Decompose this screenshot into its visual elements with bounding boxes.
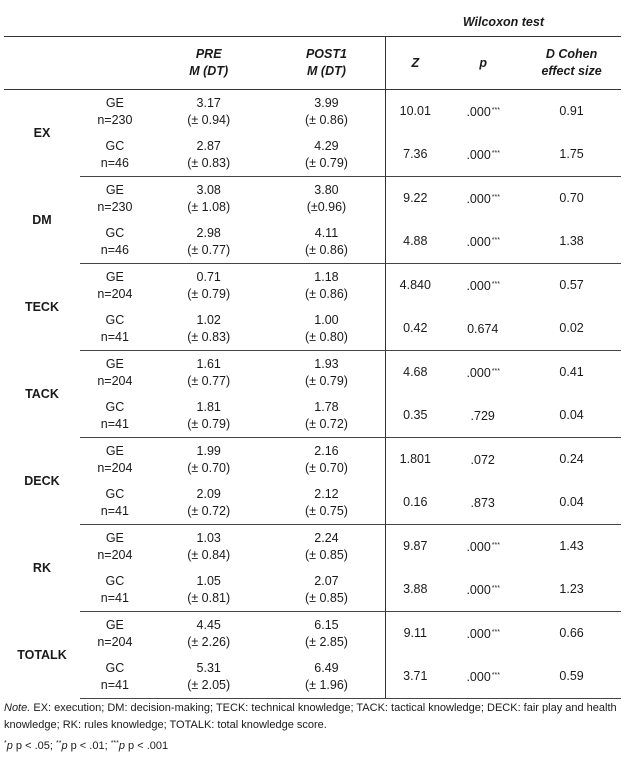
variable-label: TOTALK (17, 647, 67, 662)
p-cell: .000*** (466, 627, 500, 641)
group-cell: GC n=41 (80, 307, 150, 351)
z-cell: 9.22 (386, 177, 444, 221)
post-cell: 4.11 (± 0.86) (268, 220, 386, 264)
p-cell: .000*** (444, 655, 522, 699)
group-cell: GE n=204 (97, 356, 133, 388)
p-cell: .000*** (466, 279, 500, 293)
table-row (4, 394, 621, 438)
p-cell: 0.674 (444, 307, 522, 351)
pre-cell: 1.05 (± 0.81) (150, 568, 268, 612)
group-cell: GE n=230 (97, 182, 133, 214)
variable-label: TACK (25, 386, 59, 401)
d-cohen-cell: 0.24 (559, 452, 584, 466)
d-cohen-cell: 1.43 (559, 539, 584, 553)
z-cell: 9.11 (386, 612, 444, 656)
group-cell: GC n=41 (80, 394, 150, 438)
group-cell: GE n=204 (97, 443, 133, 475)
post-cell: 3.99 (± 0.86) (304, 95, 348, 127)
table-row (4, 612, 621, 656)
post-cell: 2.24 (± 0.85) (304, 530, 348, 562)
post-cell: 1.00 (± 0.80) (268, 307, 386, 351)
post-cell: 1.78 (± 0.72) (268, 394, 386, 438)
table-row (4, 525, 621, 569)
z-cell: 0.42 (386, 307, 444, 351)
z-cell: 1.801 (386, 438, 444, 482)
group-cell: GE n=204 (97, 617, 133, 649)
d-cohen-cell: 0.91 (559, 104, 584, 118)
wilcoxon-header-row (4, 8, 621, 37)
z-cell: 4.68 (386, 351, 444, 395)
z-cell: 4.88 (386, 220, 444, 264)
group-cell: GE n=204 (97, 530, 133, 562)
z-cell: 0.16 (386, 481, 444, 525)
pre-cell: 4.45 (± 2.26) (187, 617, 231, 649)
sig-text-1: p < .05; (12, 740, 56, 752)
group-cell: GC n=46 (80, 133, 150, 177)
variable-label: DECK (24, 473, 60, 488)
post-cell: 1.18 (± 0.86) (304, 269, 348, 301)
p-cell: .000*** (444, 133, 522, 177)
post-cell: 4.29 (± 0.79) (268, 133, 386, 177)
table-row (4, 438, 621, 482)
table-row (4, 90, 621, 134)
table-note: Note. EX: execution; DM: decision-making; TECK: technical knowledge; TACK: tactical knowledge; DECK: fair play and health knowledge; RK: rules knowledge; TOTALK: total knowledge score. (4, 702, 617, 731)
z-cell: 3.71 (386, 655, 444, 699)
p-cell: .873 (444, 481, 522, 525)
post-cell: 2.16 (± 0.70) (304, 443, 348, 475)
group-cell: GC n=46 (80, 220, 150, 264)
d-cohen-cell: 0.41 (559, 365, 584, 379)
table-row (4, 177, 621, 221)
p-cell: .729 (444, 394, 522, 438)
post-cell: 6.49 (± 1.96) (268, 655, 386, 699)
wilcoxon-test-header: Wilcoxon test (386, 8, 621, 37)
d-cohen-cell: 0.70 (559, 191, 584, 205)
variable-label: DM (32, 212, 52, 227)
group-cell: GC n=41 (80, 655, 150, 699)
pre-cell: 5.31 (± 2.05) (150, 655, 268, 699)
d-cohen-cell: 0.04 (522, 481, 621, 525)
d-cohen-cell: 0.02 (522, 307, 621, 351)
p-header: p (479, 55, 488, 70)
z-header: Z (386, 37, 444, 90)
group-cell: GC n=41 (80, 568, 150, 612)
results-table (4, 8, 621, 699)
table-row (4, 264, 621, 308)
z-cell: 3.88 (386, 568, 444, 612)
p-cell: .000*** (466, 105, 500, 119)
z-cell: 0.35 (386, 394, 444, 438)
p-cell: .000*** (466, 192, 500, 206)
pre-cell: 1.81 (± 0.79) (150, 394, 268, 438)
sig-text-3: p < .001 (125, 740, 169, 752)
z-cell: 7.36 (386, 133, 444, 177)
z-cell: 4.840 (386, 264, 444, 308)
pre-cell: 3.17 (± 0.94) (187, 95, 231, 127)
p-cell: .000*** (466, 366, 500, 380)
column-header-row (4, 37, 621, 90)
p-cell: .072 (470, 453, 495, 467)
group-cell: GE n=230 (97, 95, 133, 127)
group-cell: GE n=204 (97, 269, 133, 301)
pre-cell: 1.61 (± 0.77) (187, 356, 231, 388)
post-cell: 6.15 (± 2.85) (304, 617, 348, 649)
table-row (4, 220, 621, 264)
d-cohen-header: D Cohen effect size (541, 47, 602, 78)
p-cell: .000*** (466, 540, 500, 554)
table-row (4, 351, 621, 395)
table-row (4, 655, 621, 699)
d-cohen-cell: 1.75 (522, 133, 621, 177)
post-cell: 3.80 (±0.96) (306, 182, 347, 214)
d-cohen-cell: 0.04 (522, 394, 621, 438)
table-row (4, 481, 621, 525)
variable-label: EX (33, 125, 51, 140)
p-cell: .000*** (444, 568, 522, 612)
pre-cell: 2.09 (± 0.72) (150, 481, 268, 525)
post-cell: 2.07 (± 0.85) (268, 568, 386, 612)
pre-cell: 3.08 (± 1.08) (187, 182, 231, 214)
post-cell: 2.12 (± 0.75) (268, 481, 386, 525)
table-row (4, 307, 621, 351)
post-cell: 1.93 (± 0.79) (304, 356, 348, 388)
group-cell: GC n=41 (80, 481, 150, 525)
pre-cell: 1.02 (± 0.83) (150, 307, 268, 351)
significance-legend: *p p < .05; **p p < .01; ***p p < .001 (4, 740, 169, 752)
post-header: POST1 M (DT) (305, 47, 347, 78)
d-cohen-cell: 0.59 (522, 655, 621, 699)
d-cohen-cell: 1.23 (522, 568, 621, 612)
d-cohen-cell: 0.66 (559, 626, 584, 640)
table-row (4, 568, 621, 612)
d-cohen-cell: 0.57 (559, 278, 584, 292)
z-cell: 9.87 (386, 525, 444, 569)
pre-cell: 2.98 (± 0.77) (150, 220, 268, 264)
sig-text-2: p < .01; (67, 740, 111, 752)
d-cohen-cell: 1.38 (522, 220, 621, 264)
variable-label: RK (32, 560, 51, 575)
pre-cell: 2.87 (± 0.83) (150, 133, 268, 177)
variable-label: TECK (24, 299, 59, 314)
pre-header: PRE M (DT) (189, 47, 229, 78)
pre-cell: 0.71 (± 0.79) (187, 269, 231, 301)
z-cell: 10.01 (386, 90, 444, 134)
pre-cell: 1.03 (± 0.84) (187, 530, 231, 562)
table-row (4, 133, 621, 177)
p-cell: .000*** (444, 220, 522, 264)
pre-cell: 1.99 (± 0.70) (187, 443, 231, 475)
